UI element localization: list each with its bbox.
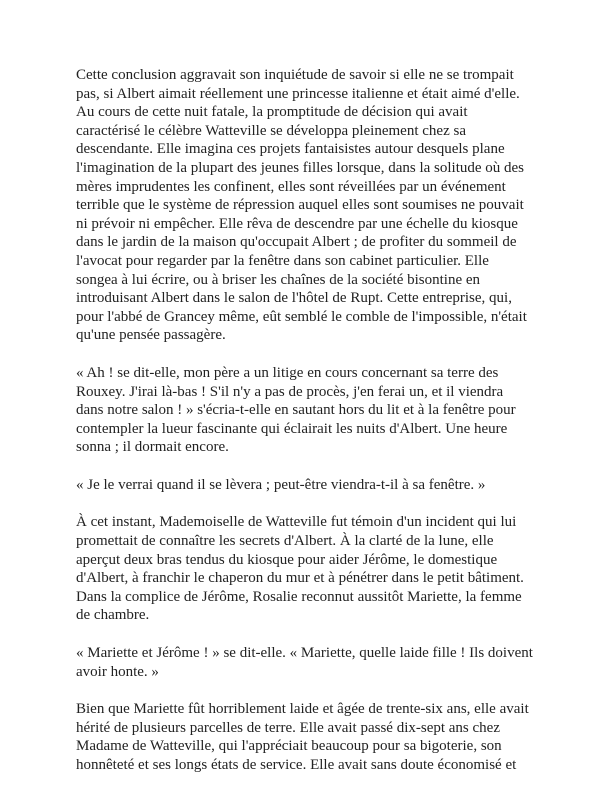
text-line: sonna ; il dormait encore.	[76, 439, 229, 456]
text-line: Madame de Watteville, qui l'appréciait beaucoup pour sa bigoterie, son	[76, 738, 502, 755]
text-line: descendante. Elle imagina ces projets fantaisistes autour desquels plane	[76, 141, 505, 158]
text-line: dans notre salon ! » s'écria-t-elle en sautant hors du lit et à la fenêtre pour	[76, 402, 516, 419]
text-line: pour l'abbé de Grancey même, eût semblé le comble de l'impossible, n'était	[76, 308, 527, 325]
text-line: aperçut deux bras tendus du kiosque pour aider Jérôme, le domestique	[76, 551, 498, 568]
text-line: introduisant Albert dans le salon de l'hôtel de Rupt. Cette entreprise, qui,	[76, 290, 512, 307]
paragraph-5	[76, 644, 536, 681]
text-line: pas, si Albert aimait réellement une princesse italienne et était aimé d'elle.	[76, 85, 520, 102]
paragraph-4	[76, 513, 536, 625]
text-line: mères imprudentes les confinent, elles sont réveillées par un événement	[76, 178, 506, 195]
text-line: honnêteté et ses longs états de service. Elle avait sans doute économisé et	[76, 757, 517, 773]
text-line: avoir honte. »	[76, 663, 159, 680]
text-line: « Mariette et Jérôme ! » se dit-elle. « Mariette, quelle laide fille ! Ils doivent	[76, 645, 533, 662]
text-line: l'imagination de la plupart des jeunes filles lorsque, dans la solitude où des	[76, 159, 525, 176]
text-line: À cet instant, Mademoiselle de Watteville fut témoin d'un incident qui lui	[76, 514, 517, 531]
text-line: terrible que le système de répression auquel elles sont soumises ne pouvait	[76, 197, 524, 214]
text-line: contempler la lueur fascinante qui éclairait les nuits d'Albert. Une heure	[76, 420, 508, 437]
paragraph-6	[76, 700, 536, 774]
text-line: d'Albert, à franchir le chaperon du mur et à pénétrer dans le petit bâtiment.	[76, 570, 524, 587]
text-line: dans le jardin de la maison qu'occupait Albert ; de profiter du sommeil de	[76, 234, 517, 251]
text-line: hérité de plusieurs parcelles de terre. Elle avait passé dix-sept ans chez	[76, 719, 500, 736]
paragraph-3	[76, 476, 536, 495]
text-line: Au cours de cette nuit fatale, la promptitude de décision qui avait	[76, 104, 468, 121]
text-line: Bien que Mariette fût horriblement laide et âgée de trente-six ans, elle avait	[76, 701, 529, 718]
document-page	[76, 66, 536, 794]
paragraph-2	[76, 364, 536, 457]
text-line: « Ah ! se dit-elle, mon père a un litige en cours concernant sa terre des	[76, 364, 499, 381]
text-line: Cette conclusion aggravait son inquiétude de savoir si elle ne se trompait	[76, 67, 514, 83]
text-line: caractérisé le célèbre Watteville se développa pleinement chez sa	[76, 122, 466, 139]
text-line: Rouxey. J'irai là-bas ! S'il n'y a pas de procès, j'en ferai un, et il viendra	[76, 383, 504, 400]
text-line: qu'une pensée passagère.	[76, 327, 226, 344]
text-line: promettait de connaître les secrets d'Albert. À la clarté de la lune, elle	[76, 533, 494, 550]
text-line: de chambre.	[76, 607, 150, 624]
text-line: l'avocat pour regarder par la fenêtre dans son cabinet particulier. Elle	[76, 252, 489, 269]
text-line: Dans la complice de Jérôme, Rosalie reconnut aussitôt Mariette, la femme	[76, 588, 522, 605]
text-line: ni prévoir ni empêcher. Elle rêva de descendre par une échelle du kiosque	[76, 215, 518, 232]
text-line: songea à lui écrire, ou à briser les chaînes de la société bisontine en	[76, 271, 481, 288]
paragraph-1	[76, 66, 536, 345]
text-line: « Je le verrai quand il se lèvera ; peut-être viendra-t-il à sa fenêtre. »	[76, 476, 486, 493]
